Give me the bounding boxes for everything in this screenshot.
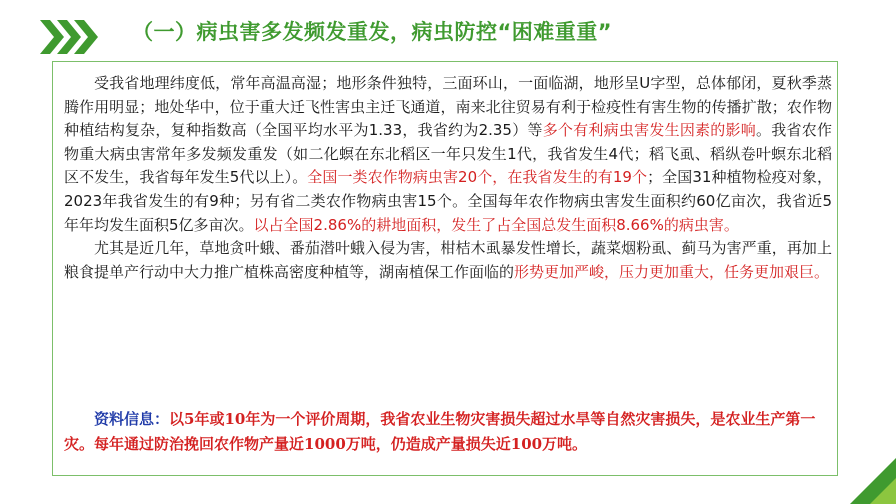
text-run: ；全国31种植物检疫对象，2023年我省发生的有9种；另有省二类农作物病虫害15个。全国每年农作物病虫害发生面积约60亿亩次，我省近5年年均发生面积5亿多亩次。 — [64, 168, 832, 234]
paragraph-2 — [64, 237, 832, 284]
triple-chevron-icon — [40, 20, 100, 54]
data-note — [64, 407, 828, 457]
slide-title: （一）病虫害多发频发重发，病虫防控“困难重重” — [132, 20, 613, 44]
highlight-run: 多个有利病虫害发生因素的影响 — [542, 121, 757, 140]
highlight-run: 全国一类农作物病虫害20个，在我省发生的有19个 — [307, 168, 648, 187]
highlight-run: 形势更加严峻，压力更加重大，任务更加艰巨。 — [514, 262, 830, 281]
text-run: 尤其是近几年，草地贪叶蛾、番茄潜叶蛾入侵为害，柑桔木虱暴发性增长，蔬菜烟粉虱、蓟马为害严重，再加上粮食提单产行动中大力推广植株高密度种植等，湖南植保工作面临的 — [64, 239, 832, 281]
body-text — [64, 72, 832, 284]
note-paragraph — [64, 407, 828, 457]
corner-triangle-decoration — [832, 440, 896, 504]
note-text: 以5年或10年为一个评价周期，我省农业生物灾害损失超过水旱等自然灾害损失，是农业生产第一灾。每年通过防治挽回农作物产量近1000万吨，仍造成产量损失近100万吨。 — [64, 410, 816, 453]
note-label: 资料信息： — [94, 410, 170, 428]
text-run: 受我省地理纬度低，常年高温高湿；地形条件独特，三面环山，一面临湖，地形呈U字型，总体郁闭，夏秋季蒸腾作用明显；地处华中，位于重大迁飞性害虫主迁飞通道，南来北往贸易有利于检疫性有害生物的传播扩散；农作物种植结构复杂，复种指数高（全国平均水平为1.33，我省约为2.35）等 — [64, 74, 832, 140]
text-run: 。我省农作物重大病虫害常年多发频发重发（如二化螟在东北稻区一年只发生1代，我省发生4代；稻飞虱、稻纵卷叶螟东北稻区不发生，我省每年发生5代以上）。 — [64, 121, 832, 187]
paragraph-1 — [64, 72, 832, 237]
highlight-run: 以占全国2.86%的耕地面积，发生了占全国总发生面积8.66%的病虫害。 — [253, 215, 739, 234]
